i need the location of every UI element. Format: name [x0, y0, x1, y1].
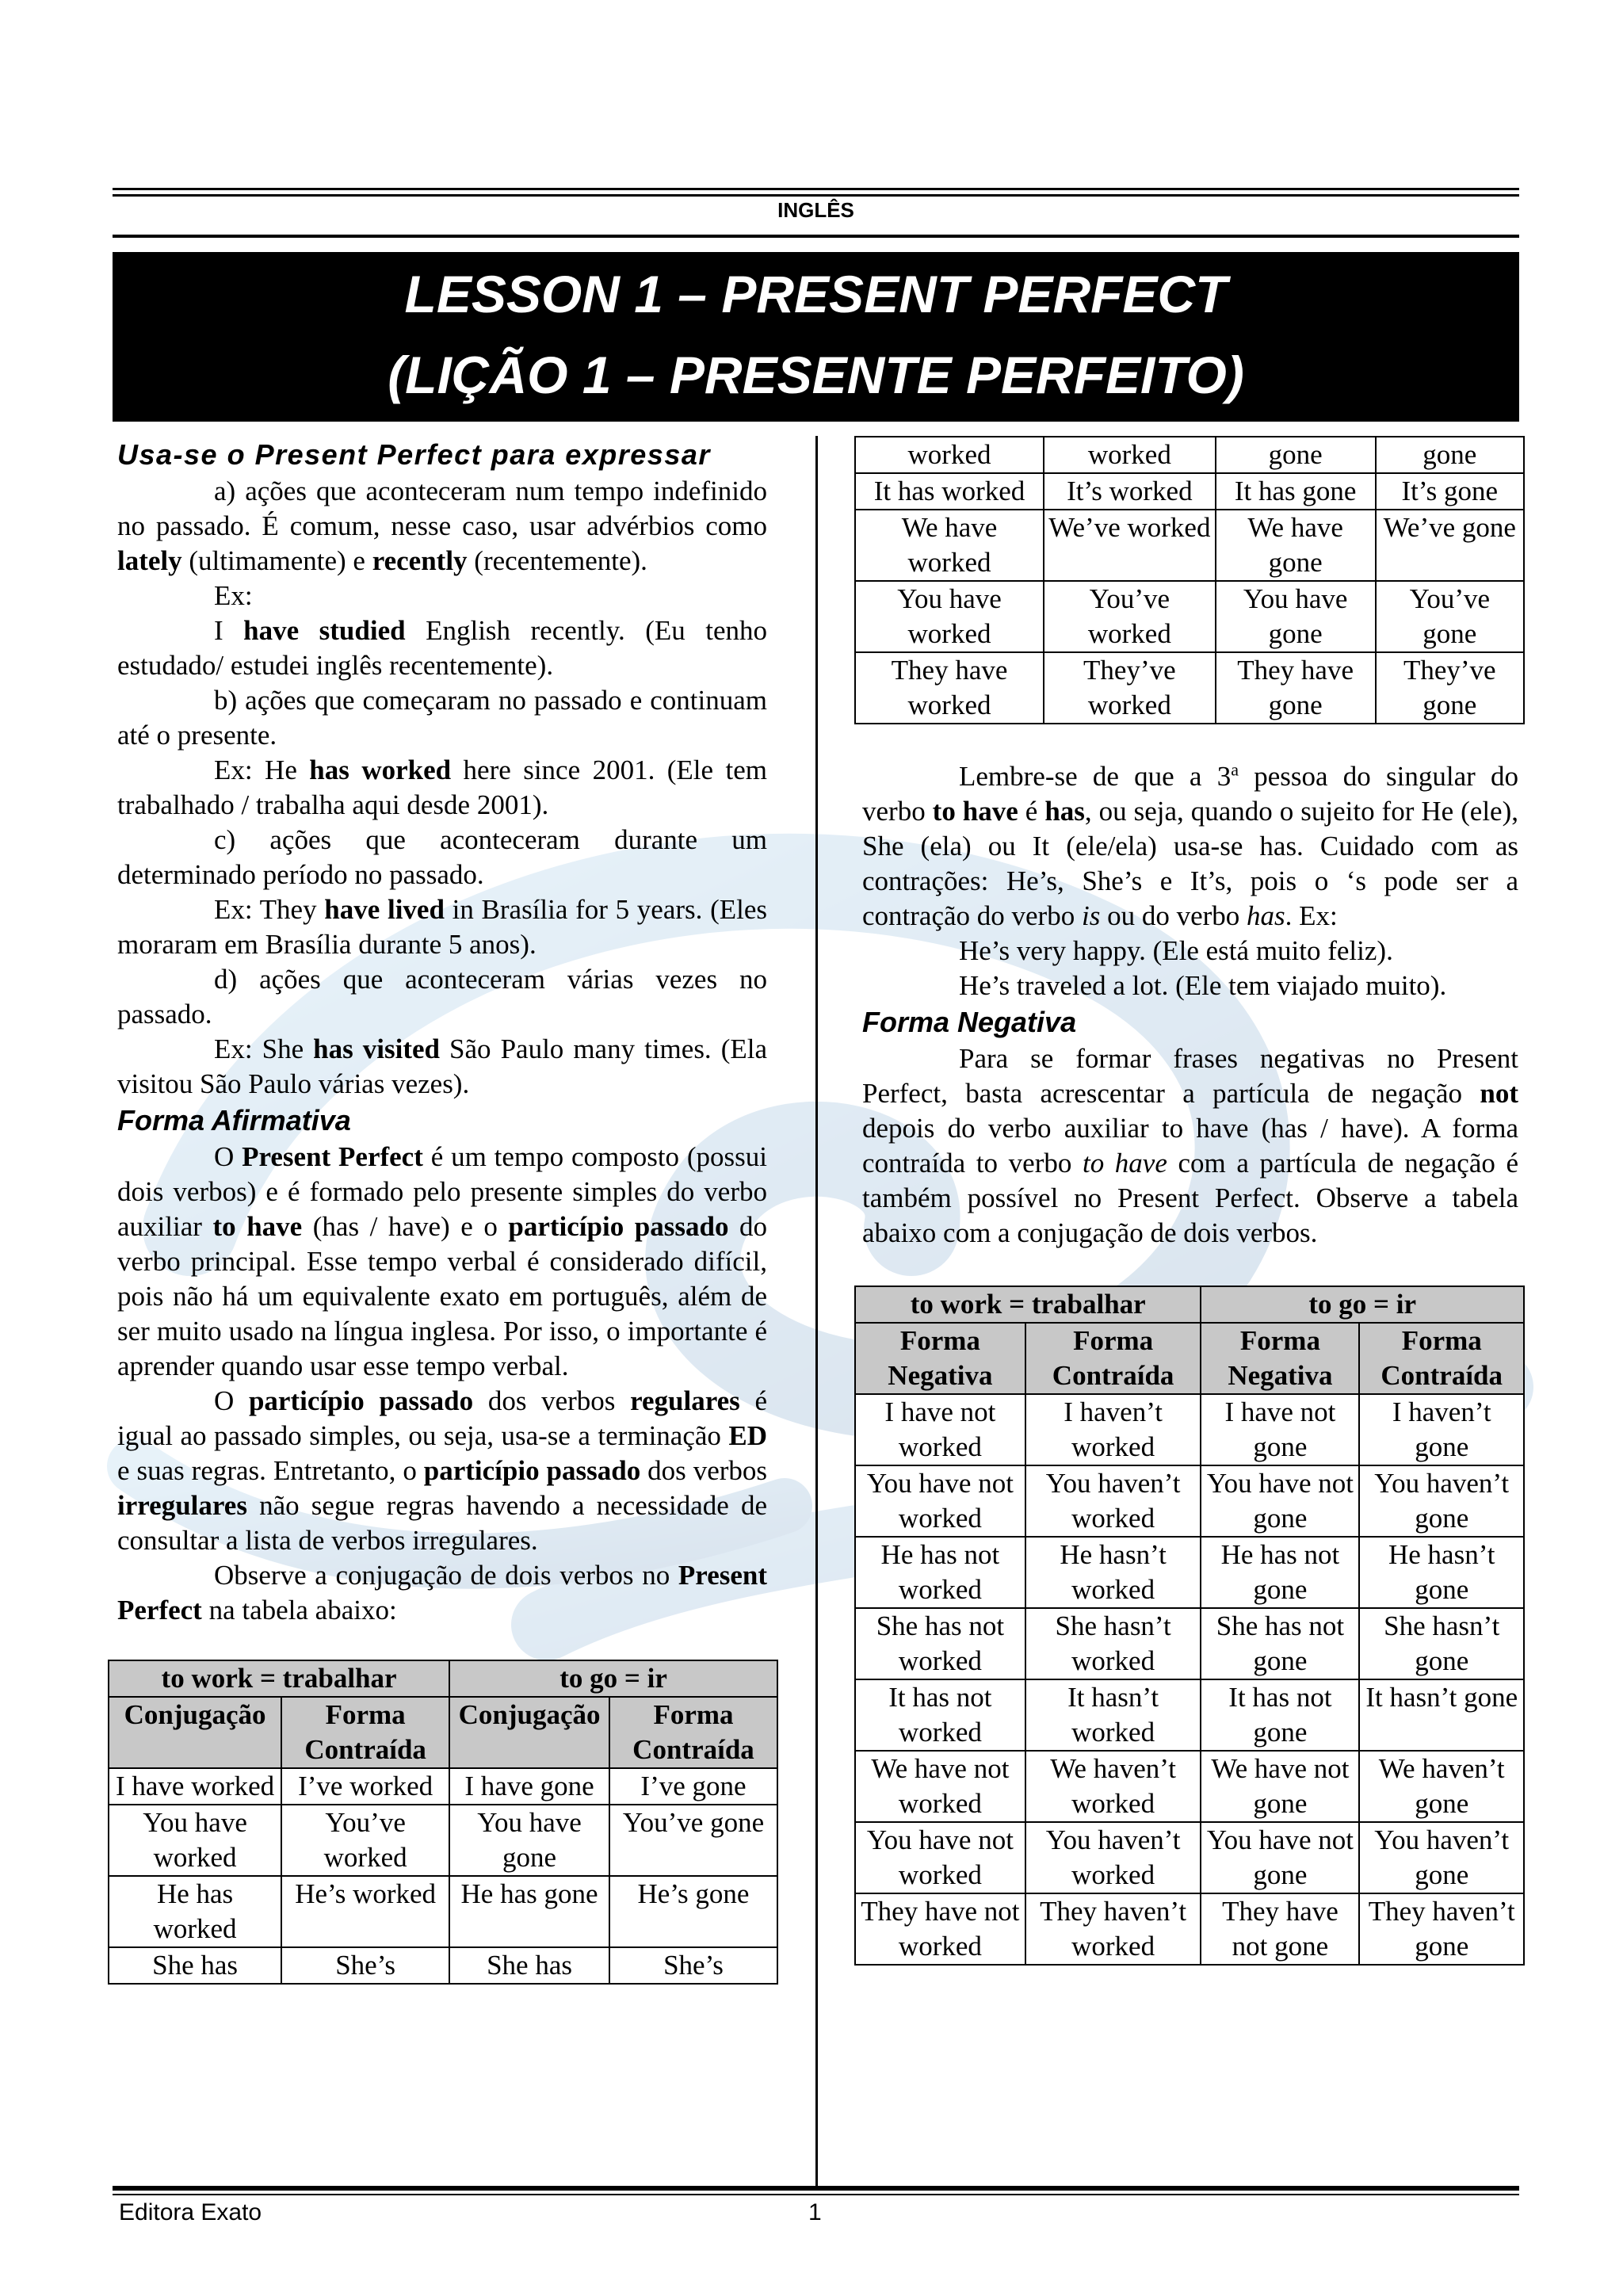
table-cell: You have gone: [449, 1805, 609, 1876]
table-cell: It has worked: [855, 473, 1044, 510]
table-cell: He hasn’t gone: [1359, 1537, 1524, 1608]
negativa-heading: Forma Negativa: [862, 1006, 1077, 1038]
lesson-title-line2: (LIÇÃO 1 – PRESENTE PERFEITO): [388, 346, 1244, 404]
example-3: Ex: They have lived in Brasília for 5 years. (Eles moraram em Brasília durante 5 anos).: [117, 894, 768, 960]
table-cell: She has not gone: [1201, 1608, 1359, 1679]
subject-label: INGLÊS: [777, 198, 854, 222]
table-cell: She has: [449, 1947, 609, 1984]
table-cell: I have gone: [449, 1768, 609, 1805]
table-column-header: Forma Negativa: [855, 1323, 1025, 1394]
table-row: [855, 1822, 1524, 1893]
table-cell: worked: [1044, 437, 1216, 473]
table-cell: You’ve worked: [281, 1805, 449, 1876]
paragraph-afirmativa-2: O particípio passado dos verbos regulares é igual ao passado simples, ou seja, usa-se a terminação ED e suas regras. Entretanto, o particípio passado dos verbos irregulares não segue regras havendo a necessidade de consultar a lista de verbos irregulares.: [117, 1385, 768, 1556]
right-column: [862, 436, 1518, 1966]
table-cell: We have worked: [855, 510, 1044, 581]
footer-rule: [113, 2186, 1519, 2191]
table-cell: It hasn’t gone: [1359, 1679, 1524, 1751]
table-row: [855, 1751, 1524, 1822]
table-cell: I haven’t worked: [1025, 1394, 1201, 1465]
table-cell: They haven’t gone: [1359, 1893, 1524, 1965]
table-cell: It has not worked: [855, 1679, 1025, 1751]
table-cell: We’ve gone: [1376, 510, 1524, 581]
table-cell: You have not gone: [1201, 1822, 1359, 1893]
table-cell: It has not gone: [1201, 1679, 1359, 1751]
table-cell: He has not worked: [855, 1537, 1025, 1608]
table-cell: You haven’t worked: [1025, 1465, 1201, 1537]
table-cell: They’ve gone: [1376, 652, 1524, 724]
table-cell: gone: [1216, 437, 1376, 473]
table-cell: She’s: [609, 1947, 777, 1984]
table-row: [109, 1876, 777, 1947]
example-label: Ex:: [214, 580, 253, 611]
table-cell: You’ve worked: [1044, 581, 1216, 652]
table-column-header: Forma Contraída: [609, 1697, 777, 1768]
table-row: [109, 1768, 777, 1805]
table-cell: He has worked: [109, 1876, 281, 1947]
table-column-header: Forma Contraída: [281, 1697, 449, 1768]
table-cell: We haven’t gone: [1359, 1751, 1524, 1822]
footer-rule: [113, 2194, 1519, 2195]
afirmativa-heading: Forma Afirmativa: [117, 1104, 351, 1137]
table-cell: We have not gone: [1201, 1751, 1359, 1822]
table-cell: We’ve worked: [1044, 510, 1216, 581]
table-column-header: Forma Contraída: [1025, 1323, 1201, 1394]
table-cell: You haven’t worked: [1025, 1822, 1201, 1893]
table-cell: We have not worked: [855, 1751, 1025, 1822]
table-cell: You have not worked: [855, 1465, 1025, 1537]
table-cell: She has not worked: [855, 1608, 1025, 1679]
table-cell: He has gone: [449, 1876, 609, 1947]
table-cell: I have not worked: [855, 1394, 1025, 1465]
table-cell: I’ve gone: [609, 1768, 777, 1805]
paragraph-afirmativa-3: Observe a conjugação de dois verbos no Present Perfect na tabela abaixo:: [117, 1560, 767, 1626]
table-row: [109, 1947, 777, 1984]
table-cell: You’ve gone: [1376, 581, 1524, 652]
table-cell: They have not gone: [1201, 1893, 1359, 1965]
item-d: d) ações que aconteceram várias vezes no passado.: [117, 964, 767, 1030]
conjugation-table-affirmative: [108, 1660, 778, 1985]
example-happy: He’s very happy. (Ele está muito feliz).: [959, 935, 1393, 966]
table-cell: You have worked: [855, 581, 1044, 652]
table-cell: She hasn’t gone: [1359, 1608, 1524, 1679]
table-cell: I have worked: [109, 1768, 281, 1805]
table-group-header: to work = trabalhar: [109, 1660, 449, 1697]
intro-heading: Usa-se o Present Perfect para expressar: [117, 438, 711, 471]
table-group-header: to work = trabalhar: [855, 1286, 1201, 1323]
table-cell: She’s: [281, 1947, 449, 1984]
table-cell: We have gone: [1216, 510, 1376, 581]
table-cell: They have not worked: [855, 1893, 1025, 1965]
page-number: 1: [808, 2199, 822, 2225]
table-column-header: Forma Contraída: [1359, 1323, 1524, 1394]
column-divider: [815, 436, 818, 2186]
table-cell: She has: [109, 1947, 281, 1984]
table-cell: You haven’t gone: [1359, 1465, 1524, 1537]
table-cell: It’s worked: [1044, 473, 1216, 510]
table-cell: I have not gone: [1201, 1394, 1359, 1465]
table-cell: It’s gone: [1376, 473, 1524, 510]
table-cell: She hasn’t worked: [1025, 1608, 1201, 1679]
example-1: I have studied English recently. (Eu tenho estudado/ estudei inglês recentemente).: [117, 615, 767, 681]
table-group-header: to go = ir: [449, 1660, 777, 1697]
table-group-header: to go = ir: [1201, 1286, 1524, 1323]
table-cell: They’ve worked: [1044, 652, 1216, 724]
header-divider: [113, 235, 1519, 238]
table-cell: They haven’t worked: [1025, 1893, 1201, 1965]
table-cell: You have worked: [109, 1805, 281, 1876]
paragraph-negativa: Para se formar frases negativas no Present Perfect, basta acrescentar a partícula de negação not depois do verbo auxiliar to have (has / have). A forma contraída to verbo to have com a partícula de negação é também possível no Present Perfect. Observe a tabela abaixo com a conjugação de dois verbos.: [862, 1043, 1519, 1248]
example-2: Ex: He has worked here since 2001. (Ele tem trabalhado / trabalha aqui desde 2001).: [117, 755, 767, 820]
table-cell: You have gone: [1216, 581, 1376, 652]
lesson-title-line1: LESSON 1 – PRESENT PERFECT: [404, 265, 1228, 323]
table-cell: They have gone: [1216, 652, 1376, 724]
conjugation-table-negative: [854, 1286, 1525, 1966]
publisher-name: Editora Exato: [119, 2199, 262, 2225]
table-cell: It has gone: [1216, 473, 1376, 510]
table-row: [855, 437, 1524, 473]
lesson-title-banner: [113, 252, 1519, 422]
table-row: [855, 1394, 1524, 1465]
table-cell: gone: [1376, 437, 1524, 473]
example-traveled: He’s traveled a lot. (Ele tem viajado muito).: [959, 970, 1447, 1001]
table-row: [855, 652, 1524, 724]
conjugation-table-affirmative-continued: [854, 436, 1525, 724]
table-cell: We haven’t worked: [1025, 1751, 1201, 1822]
left-column: [117, 436, 767, 1985]
table-column-header: Conjugação: [109, 1697, 281, 1768]
table-cell: He has not gone: [1201, 1537, 1359, 1608]
table-cell: You haven’t gone: [1359, 1822, 1524, 1893]
paragraph-terceira-pessoa: Lembre-se de que a 3$^a$ pessoa do singular do verbo to have é has, ou seja, quando o sujeito for He (ele), She (ela) ou It (ele/ela) usa-se has. Cuidado com as contrações: He’s, She’s e It’s, pois o ‘s pode ser a contração do verbo is ou do verbo has. Ex:: [862, 759, 1518, 931]
table-cell: You have not worked: [855, 1822, 1025, 1893]
table-row: [855, 1465, 1524, 1537]
item-c: c) ações que aconteceram durante um determinado período no passado.: [117, 824, 767, 890]
table-cell: He hasn’t worked: [1025, 1537, 1201, 1608]
item-b: b) ações que começaram no passado e continuam até o presente.: [117, 685, 767, 751]
table-cell: You’ve gone: [609, 1805, 777, 1876]
table-row: [855, 1679, 1524, 1751]
example-4: Ex: She has visited São Paulo many times. (Ela visitou São Paulo várias vezes).: [117, 1033, 768, 1099]
table-cell: He’s gone: [609, 1876, 777, 1947]
table-row: [855, 581, 1524, 652]
table-row: [855, 1608, 1524, 1679]
table-cell: They have worked: [855, 652, 1044, 724]
paragraph-afirmativa-1: O Present Perfect é um tempo composto (possui dois verbos) e é formado pelo presente simples do verbo auxiliar to have (has / have) e o particípio passado do verbo principal. Esse tempo verbal é considerado difícil, pois não há um equivalente exato em português, além de ser muito usado na língua inglesa. Por isso, o importante é aprender quando usar esse tempo verbal.: [117, 1141, 768, 1381]
table-row: [855, 1537, 1524, 1608]
item-a: a) ações que aconteceram num tempo indefinido no passado. É comum, nesse caso, usar advérbios como lately (ultimamente) e recently (recentemente).: [117, 476, 767, 576]
table-row: [855, 1893, 1524, 1965]
table-cell: I haven’t gone: [1359, 1394, 1524, 1465]
table-cell: I’ve worked: [281, 1768, 449, 1805]
table-row: [855, 473, 1524, 510]
table-cell: It hasn’t worked: [1025, 1679, 1201, 1751]
table-cell: worked: [855, 437, 1044, 473]
table-cell: You have not gone: [1201, 1465, 1359, 1537]
table-row: [109, 1805, 777, 1876]
table-row: [855, 510, 1524, 581]
table-column-header: Forma Negativa: [1201, 1323, 1359, 1394]
table-column-header: Conjugação: [449, 1697, 609, 1768]
table-cell: He’s worked: [281, 1876, 449, 1947]
